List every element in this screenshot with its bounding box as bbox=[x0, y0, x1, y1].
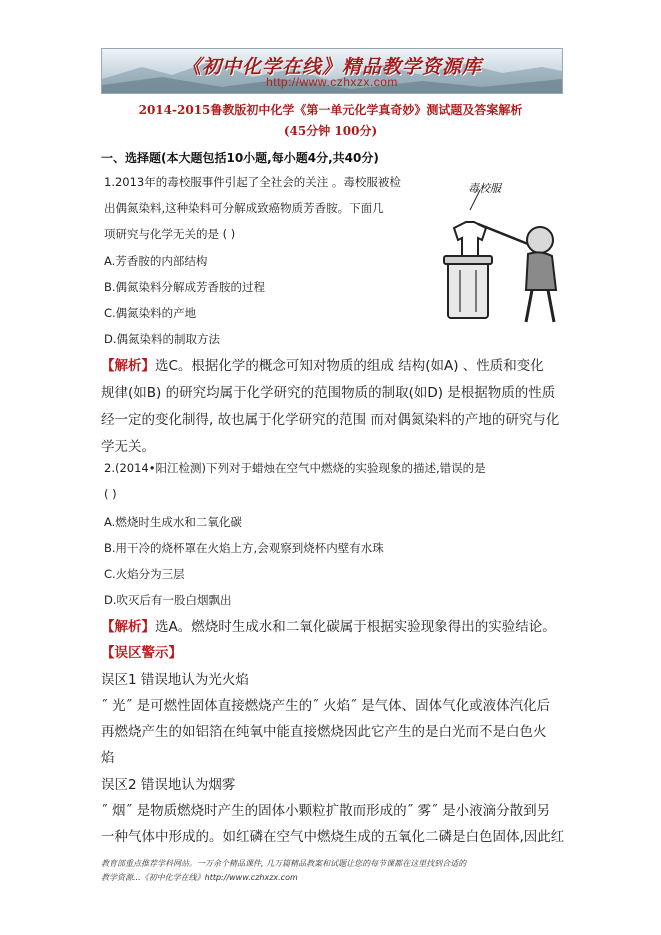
analysis2-line-1 bbox=[101, 615, 556, 635]
warning-line-3: 再燃烧产生的如铝箔在纯氧中能直接燃烧因此它产生的是白光而不是白色火 bbox=[101, 724, 547, 740]
analysis1-text: 选C。根据化学的概念可知对物质的组成 结构(如A) 、性质和变化 bbox=[155, 358, 544, 374]
analysis-tag: 【解析】 bbox=[101, 619, 155, 635]
q1-line-1: 1.2013年的毒校服事件引起了全社会的关注 。毒校服被检 bbox=[104, 175, 401, 189]
page-subtitle: (45分钟 100分) bbox=[283, 124, 378, 138]
warning-line-1: 误区1 错误地认为光火焰 bbox=[101, 672, 249, 688]
analysis1-line-3: 经一定的变化制得, 故也属于化学研究的范围 而对偶氮染料的产地的研究与化 bbox=[101, 412, 560, 428]
banner-title: 《初中化学在线》精品教学资源库 bbox=[181, 56, 482, 78]
warning-line-6: ˝ 烟˝ 是物质燃烧时产生的固体小颗粒扩散而形成的˝ 雾˝ 是小液滴分散到另 bbox=[101, 803, 551, 819]
banner-url[interactable]: http://www.czhxzx.com bbox=[266, 75, 398, 89]
warning-tag: 【误区警示】 bbox=[101, 645, 182, 661]
analysis1-line-2: 规律(如B) 的研究均属于化学研究的范围物质的制取(如D) 是根据物质的性质 bbox=[101, 385, 556, 401]
q2-option-a: A.燃烧时生成水和二氧化碳 bbox=[104, 515, 242, 529]
q1-option-b: B.偶氮染料分解成芳香胺的过程 bbox=[104, 280, 266, 294]
q1-option-d: D.偶氮染料的制取方法 bbox=[104, 332, 221, 346]
cartoon-illustration bbox=[430, 170, 565, 330]
warning-line-4: 焰 bbox=[101, 750, 115, 766]
q1-option-a: A.芳香胺的内部结构 bbox=[104, 254, 208, 268]
q1-line-3: 项研究与化学无关的是 ( ) bbox=[104, 227, 236, 241]
warning-line-2: ˝ 光˝ 是可燃性固体直接燃烧产生的˝ 火焰˝ 是气体、固体气化或液体汽化后 bbox=[101, 698, 551, 714]
q2-line-1: 2.(2014•阳江检测)下列对于蜡烛在空气中燃烧的实验现象的描述,错误的是 bbox=[104, 461, 486, 475]
warning-line-5: 误区2 错误地认为烟雾 bbox=[101, 777, 236, 793]
cartoon-label: 毒校服 bbox=[468, 182, 501, 195]
analysis-tag: 【解析】 bbox=[101, 358, 155, 374]
q2-option-d: D.吹灭后有一股白烟飘出 bbox=[104, 593, 232, 607]
q2-line-2: ( ) bbox=[104, 487, 117, 501]
analysis1-line-1 bbox=[101, 354, 544, 374]
analysis1-line-4: 学无关。 bbox=[101, 439, 155, 455]
q1-option-c: C.偶氮染料的产地 bbox=[104, 306, 197, 320]
header-banner bbox=[101, 48, 563, 94]
page-title: 2014-2015鲁教版初中化学《第一单元化学真奇妙》测试题及答案解析 bbox=[138, 103, 523, 117]
footer-line-2: 教学资源...《初中化学在线》http://www.czhxzx.com bbox=[101, 873, 298, 882]
q2-option-b: B.用干冷的烧杯罩在火焰上方,会观察到烧杯内壁有水珠 bbox=[104, 541, 384, 555]
analysis2-text: 选A。燃烧时生成水和二氧化碳属于根据实验现象得出的实验结论。 bbox=[155, 619, 556, 635]
q1-line-2: 出偶氮染料,这种染料可分解成致癌物质芳香胺。下面几 bbox=[104, 201, 384, 215]
warning-line-7: 一种气体中形成的。如红磷在空气中燃烧生成的五氧化二磷是白色固体,因此红 bbox=[101, 829, 565, 845]
section-heading: 一、选择题(本大题包括10小题,每小题4分,共40分) bbox=[101, 151, 379, 165]
q2-option-c: C.火焰分为三层 bbox=[104, 567, 185, 581]
footer-line-1: 教育部重点推荐学科网站。一万余个精品课件, 几万篇精品教案和试题让您的每节课都在这里找到合适的 bbox=[101, 859, 467, 868]
